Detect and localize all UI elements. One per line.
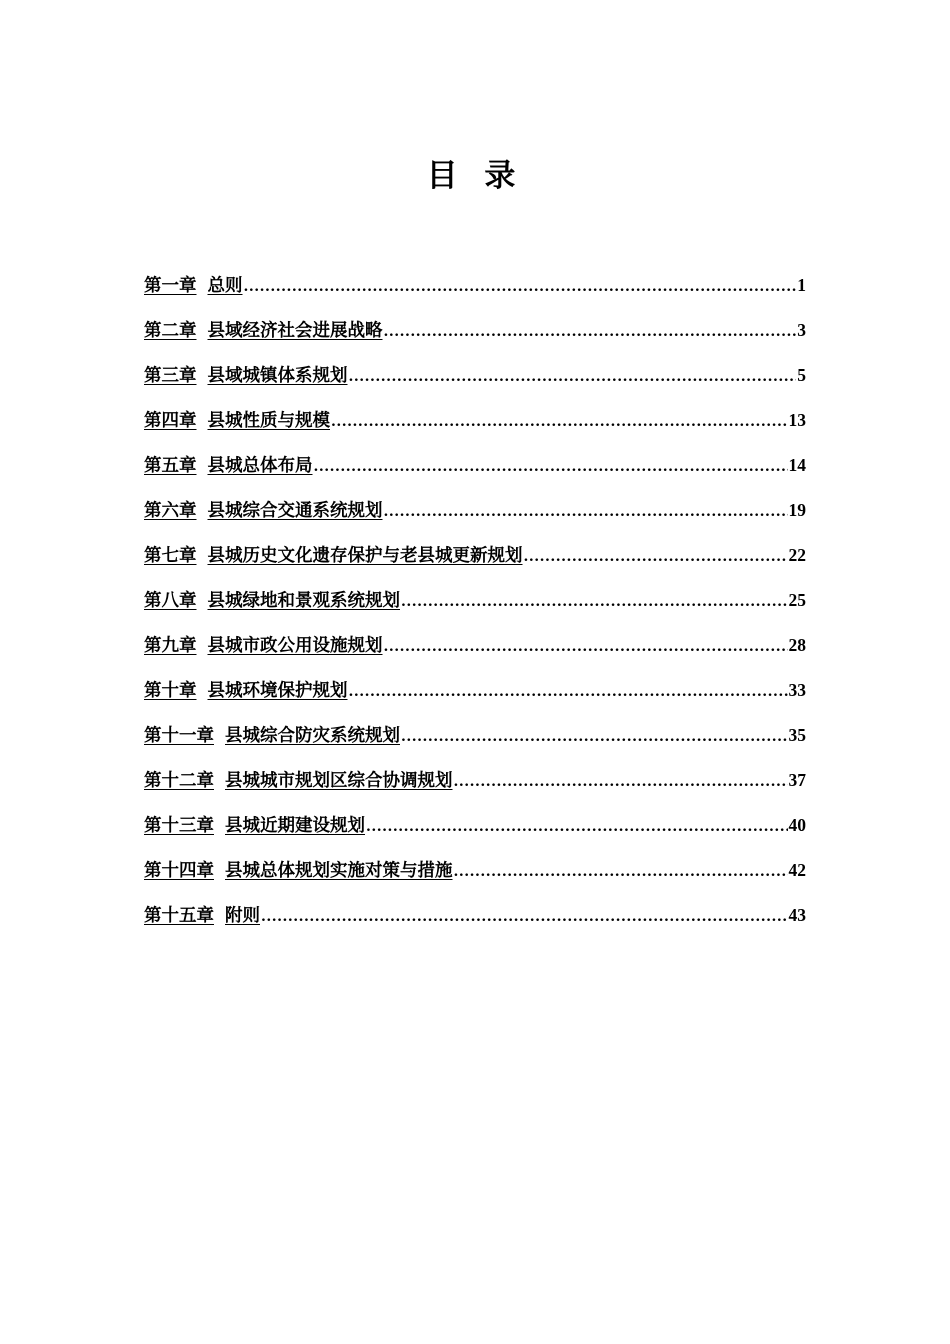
toc-chapter-number: 第七章: [144, 546, 197, 566]
toc-chapter-title: 县城综合防灾系统规划: [225, 726, 400, 746]
toc-entry-12[interactable]: [144, 761, 806, 806]
toc-entry-link[interactable]: [144, 897, 260, 935]
toc-chapter-title: 附则: [225, 906, 260, 926]
toc-dot-leader: [349, 358, 797, 396]
toc-entry-15[interactable]: [144, 896, 806, 941]
toc-chapter-title: 县城综合交通系统规划: [207, 501, 383, 521]
toc-entry-link[interactable]: [144, 402, 330, 440]
toc-chapter-title: 总则: [207, 276, 243, 296]
toc-entry-4[interactable]: [144, 401, 806, 446]
toc-entry-2[interactable]: [144, 311, 806, 356]
toc-chapter-number: 第十章: [144, 681, 197, 701]
toc-dot-leader: [454, 763, 788, 801]
toc-page-number: 3: [797, 320, 806, 340]
toc-chapter-number: 第六章: [144, 501, 197, 521]
toc-chapter-number: 第八章: [144, 591, 197, 611]
toc-entry-link[interactable]: [144, 582, 400, 620]
toc-page-number: 25: [788, 590, 806, 610]
toc-dot-leader: [454, 853, 788, 891]
toc-dot-leader: [401, 583, 788, 621]
toc-page-number: 40: [788, 815, 806, 835]
toc-entry-link[interactable]: [144, 447, 313, 485]
toc-dot-leader: [331, 403, 788, 441]
toc-entry-13[interactable]: [144, 806, 806, 851]
toc-chapter-title: 县城市政公用设施规划: [207, 636, 383, 656]
toc-chapter-title: 县城绿地和景观系统规划: [207, 591, 400, 611]
toc-page-number: 14: [788, 455, 806, 475]
toc-chapter-title: 县城城市规划区综合协调规划: [225, 771, 453, 791]
toc-entry-6[interactable]: [144, 491, 806, 536]
toc-page-number: 33: [788, 680, 806, 700]
toc-dot-leader: [366, 808, 788, 846]
toc-entry-link[interactable]: [144, 672, 348, 710]
toc-page-number: 1: [797, 275, 806, 295]
toc-chapter-number: 第十二章: [144, 771, 214, 791]
toc-entry-5[interactable]: [144, 446, 806, 491]
toc-entry-link[interactable]: [144, 267, 243, 305]
toc-entry-14[interactable]: [144, 851, 806, 896]
toc-chapter-title: 县域经济社会进展战略: [207, 321, 383, 341]
toc-page-number: 35: [788, 725, 806, 745]
toc-dot-leader: [401, 718, 788, 756]
toc-chapter-title: 县域城镇体系规划: [207, 366, 348, 386]
toc-chapter-number: 第十五章: [144, 906, 214, 926]
toc-entry-link[interactable]: [144, 717, 400, 755]
toc-chapter-number: 第十四章: [144, 861, 214, 881]
toc-entry-link[interactable]: [144, 492, 383, 530]
toc-entry-link[interactable]: [144, 537, 523, 575]
toc-page-number: 37: [788, 770, 806, 790]
toc-entry-link[interactable]: [144, 807, 365, 845]
toc-entry-9[interactable]: [144, 626, 806, 671]
toc-chapter-title: 县城性质与规模: [207, 411, 330, 431]
toc-entry-8[interactable]: [144, 581, 806, 626]
toc-page-number: 42: [788, 860, 806, 880]
toc-chapter-number: 第二章: [144, 321, 197, 341]
toc-dot-leader: [261, 898, 788, 936]
toc-dot-leader: [244, 268, 797, 306]
toc-page-number: 43: [788, 905, 806, 925]
toc-chapter-number: 第一章: [144, 276, 197, 296]
table-of-contents: [144, 266, 806, 941]
toc-dot-leader: [349, 673, 788, 711]
toc-dot-leader: [384, 493, 788, 531]
page-title: 目 录: [426, 158, 524, 194]
toc-dot-leader: [384, 313, 797, 351]
toc-dot-leader: [314, 448, 788, 486]
toc-chapter-number: 第十三章: [144, 816, 214, 836]
toc-dot-leader: [384, 628, 788, 666]
toc-chapter-number: 第九章: [144, 636, 197, 656]
toc-chapter-title: 县城总体布局: [207, 456, 313, 476]
toc-entry-link[interactable]: [144, 357, 348, 395]
toc-entry-11[interactable]: [144, 716, 806, 761]
toc-chapter-title: 县城环境保护规划: [207, 681, 348, 701]
toc-entry-link[interactable]: [144, 312, 383, 350]
toc-chapter-number: 第四章: [144, 411, 197, 431]
toc-page-number: 5: [797, 365, 806, 385]
toc-chapter-title: 县城总体规划实施对策与措施: [225, 861, 453, 881]
toc-entry-10[interactable]: [144, 671, 806, 716]
toc-chapter-number: 第十一章: [144, 726, 214, 746]
toc-chapter-number: 第三章: [144, 366, 197, 386]
toc-entry-link[interactable]: [144, 762, 453, 800]
toc-page-number: 13: [788, 410, 806, 430]
toc-entry-link[interactable]: [144, 627, 383, 665]
toc-chapter-number: 第五章: [144, 456, 197, 476]
toc-chapter-title: 县城历史文化遗存保护与老县城更新规划: [207, 546, 523, 566]
toc-page-number: 19: [788, 500, 806, 520]
toc-entry-7[interactable]: [144, 536, 806, 581]
toc-entry-1[interactable]: [144, 266, 806, 311]
toc-entry-link[interactable]: [144, 852, 453, 890]
toc-page-number: 28: [788, 635, 806, 655]
toc-chapter-title: 县城近期建设规划: [225, 816, 365, 836]
toc-entry-3[interactable]: [144, 356, 806, 401]
toc-dot-leader: [524, 538, 788, 576]
toc-page-number: 22: [788, 545, 806, 565]
